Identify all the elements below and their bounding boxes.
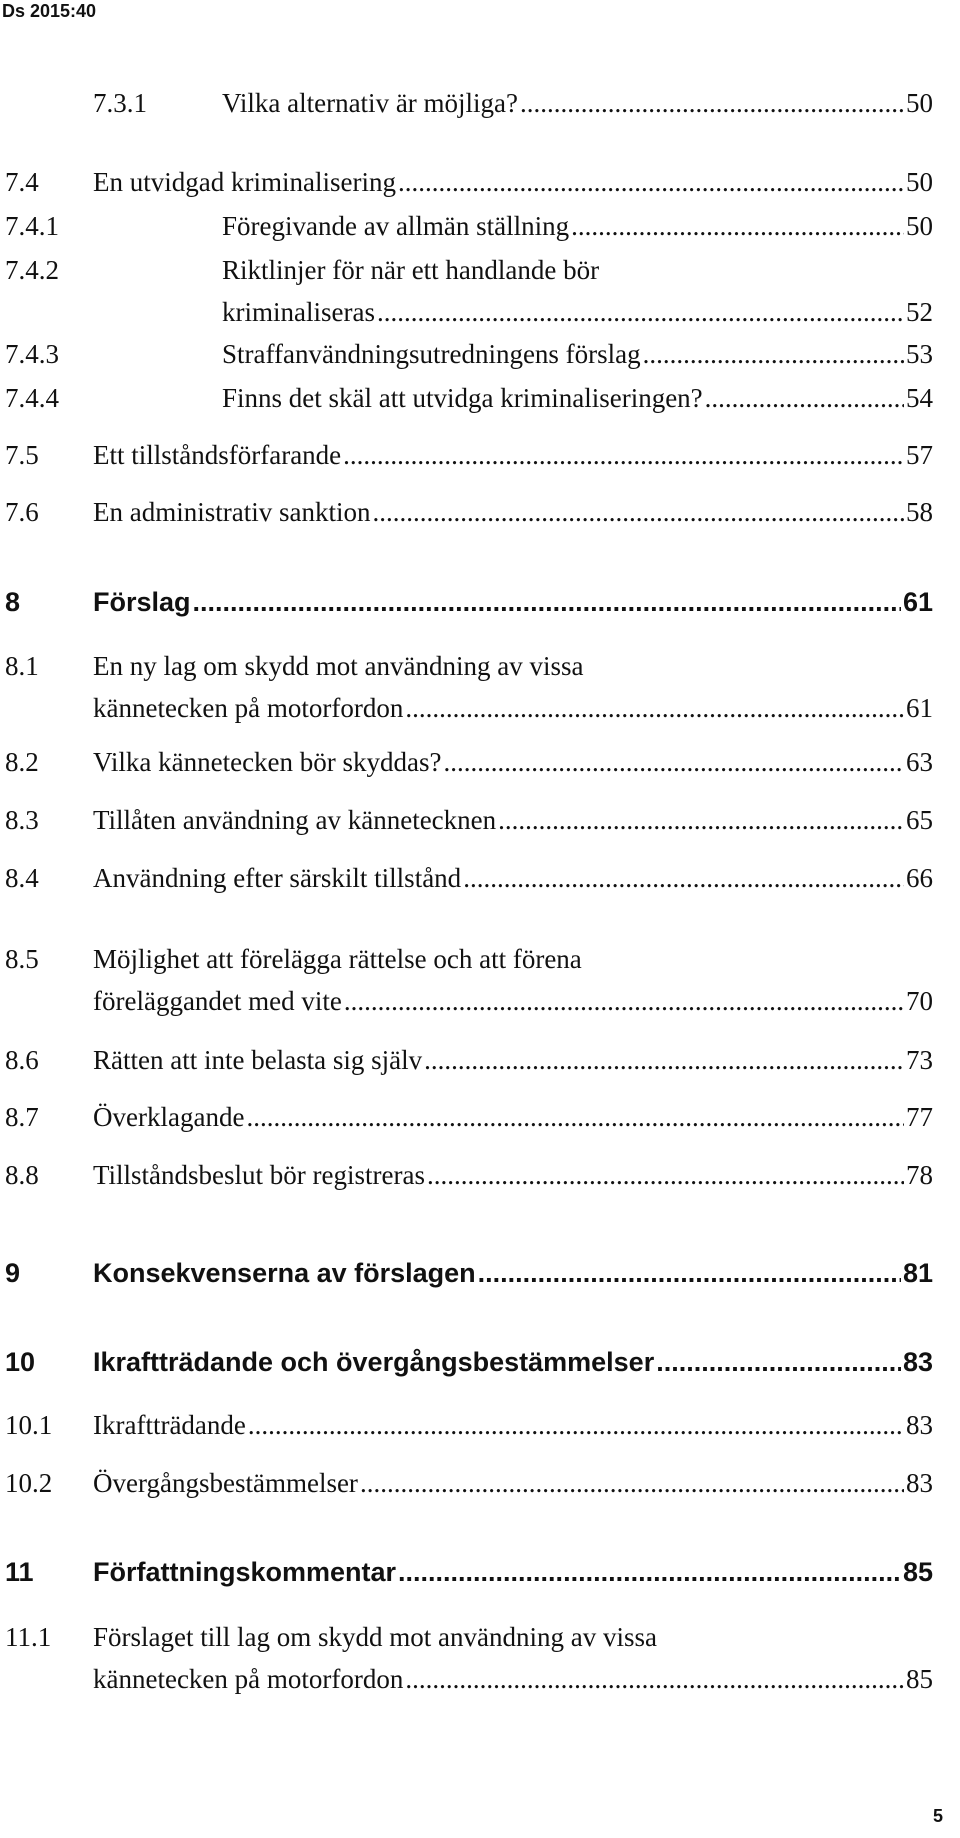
toc-number: 8.8 xyxy=(5,1160,39,1190)
toc-number: 10.1 xyxy=(5,1410,53,1440)
toc-leader xyxy=(520,86,904,120)
toc-number: 8.2 xyxy=(5,747,39,777)
toc-leader xyxy=(405,1662,904,1696)
toc-title: Ett tillståndsförfarande xyxy=(93,440,342,470)
toc-leader xyxy=(344,984,904,1018)
page-number: 5 xyxy=(932,1806,943,1826)
toc-number: 10 xyxy=(5,1347,36,1377)
toc-leader xyxy=(478,1256,901,1290)
toc-page: 53 xyxy=(906,339,933,369)
toc-title: Föregivande av allmän ställning xyxy=(222,211,570,241)
toc-title-line1: Riktlinjer för när ett handlande bör xyxy=(222,255,600,285)
toc-title: Överklagande xyxy=(93,1102,245,1132)
toc-leader xyxy=(705,381,904,415)
toc-leader xyxy=(398,1555,901,1589)
toc-number: 8.3 xyxy=(5,805,39,835)
toc-number: 11 xyxy=(5,1557,34,1587)
toc-number: 8 xyxy=(5,587,21,617)
toc-number: 9 xyxy=(5,1258,21,1288)
toc-number: 7.5 xyxy=(5,440,39,470)
toc-title: Finns det skäl att utvidga kriminaliseringen? xyxy=(222,383,703,413)
toc-title: Tillståndsbeslut bör registreras xyxy=(93,1160,425,1190)
toc-title: Användning efter särskilt tillstånd xyxy=(93,863,462,893)
toc-page: 54 xyxy=(906,383,933,413)
toc-leader xyxy=(498,803,904,837)
toc-page: 52 xyxy=(906,297,933,327)
toc-page: 73 xyxy=(906,1045,933,1075)
toc-page: 63 xyxy=(906,747,933,777)
toc-leader xyxy=(248,1408,904,1442)
toc-page: 57 xyxy=(906,440,933,470)
toc-leader xyxy=(343,438,904,472)
toc-number: 7.4 xyxy=(5,167,39,197)
toc-page: 81 xyxy=(902,1258,933,1288)
toc-title-line1: Möjlighet att förelägga rättelse och att förena xyxy=(93,944,582,974)
toc-number: 8.1 xyxy=(5,651,39,681)
toc-page: 70 xyxy=(906,986,933,1016)
toc-page: 50 xyxy=(906,211,933,241)
toc-page: 61 xyxy=(906,693,933,723)
toc-title: Rätten att inte belasta sig själv xyxy=(93,1045,423,1075)
toc-number: 7.4.4 xyxy=(5,383,59,413)
toc-title: Konsekvenserna av förslagen xyxy=(93,1258,476,1288)
toc-number: 8.4 xyxy=(5,863,39,893)
toc-number: 7.4.3 xyxy=(5,339,59,369)
toc-leader xyxy=(246,1100,904,1134)
toc-title: Vilka kännetecken bör skyddas? xyxy=(93,747,442,777)
toc-page: 58 xyxy=(906,497,933,527)
toc-leader xyxy=(463,861,904,895)
toc-title: En utvidgad kriminalisering xyxy=(93,167,396,197)
toc-page: 77 xyxy=(906,1102,933,1132)
toc-title: Ikraftträdande xyxy=(93,1410,246,1440)
toc-number: 7.6 xyxy=(5,497,39,527)
toc-title: Förslag xyxy=(93,587,191,617)
toc-title: En administrativ sanktion xyxy=(93,497,371,527)
toc-page: 78 xyxy=(906,1160,933,1190)
toc-leader xyxy=(427,1158,904,1192)
toc-leader xyxy=(398,165,904,199)
toc-title: föreläggandet med vite xyxy=(93,986,342,1016)
toc-page: 83 xyxy=(906,1468,933,1498)
toc-number: 11.1 xyxy=(5,1622,52,1652)
toc-number: 8.7 xyxy=(5,1102,39,1132)
toc-title: Övergångsbestämmelser xyxy=(93,1468,358,1498)
toc-number: 7.3.1 xyxy=(93,88,147,118)
document-label: Ds 2015:40 xyxy=(2,1,97,21)
toc-leader xyxy=(377,295,904,329)
toc-title: Ikraftträdande och övergångsbestämmelser xyxy=(93,1347,655,1377)
toc-title: kännetecken på motorfordon xyxy=(93,693,404,723)
toc-title: kännetecken på motorfordon xyxy=(93,1664,404,1694)
toc-number: 8.5 xyxy=(5,944,39,974)
toc-leader xyxy=(643,337,904,371)
toc-leader xyxy=(193,585,901,619)
toc-number: 8.6 xyxy=(5,1045,39,1075)
toc-leader xyxy=(571,209,904,243)
toc-page: 61 xyxy=(902,587,933,617)
toc-page: 50 xyxy=(906,88,933,118)
toc-title: Vilka alternativ är möjliga? xyxy=(222,88,519,118)
toc-number: 7.4.1 xyxy=(5,211,59,241)
toc-number: 10.2 xyxy=(5,1468,53,1498)
toc-page: 83 xyxy=(902,1347,933,1377)
toc-leader xyxy=(372,495,904,529)
toc-title-line1: En ny lag om skydd mot användning av vissa xyxy=(93,651,584,681)
toc-leader xyxy=(405,691,904,725)
toc-title: Tillåten användning av kännetecknen xyxy=(93,805,497,835)
toc-leader xyxy=(656,1345,901,1379)
toc-page: 50 xyxy=(906,167,933,197)
toc-leader xyxy=(424,1043,904,1077)
toc-title: kriminaliseras xyxy=(222,297,375,327)
toc-page: 66 xyxy=(906,863,933,893)
toc-title: Straffanvändningsutredningens förslag xyxy=(222,339,641,369)
toc-leader xyxy=(360,1466,904,1500)
toc-page: 65 xyxy=(906,805,933,835)
toc-page: 83 xyxy=(906,1410,933,1440)
toc-title: Författningskommentar xyxy=(93,1557,397,1587)
toc-leader xyxy=(444,745,904,779)
toc-page: 85 xyxy=(902,1557,933,1587)
toc-title-line1: Förslaget till lag om skydd mot användning av vissa xyxy=(93,1622,657,1652)
toc-page: 85 xyxy=(906,1664,933,1694)
toc-number: 7.4.2 xyxy=(5,255,59,285)
